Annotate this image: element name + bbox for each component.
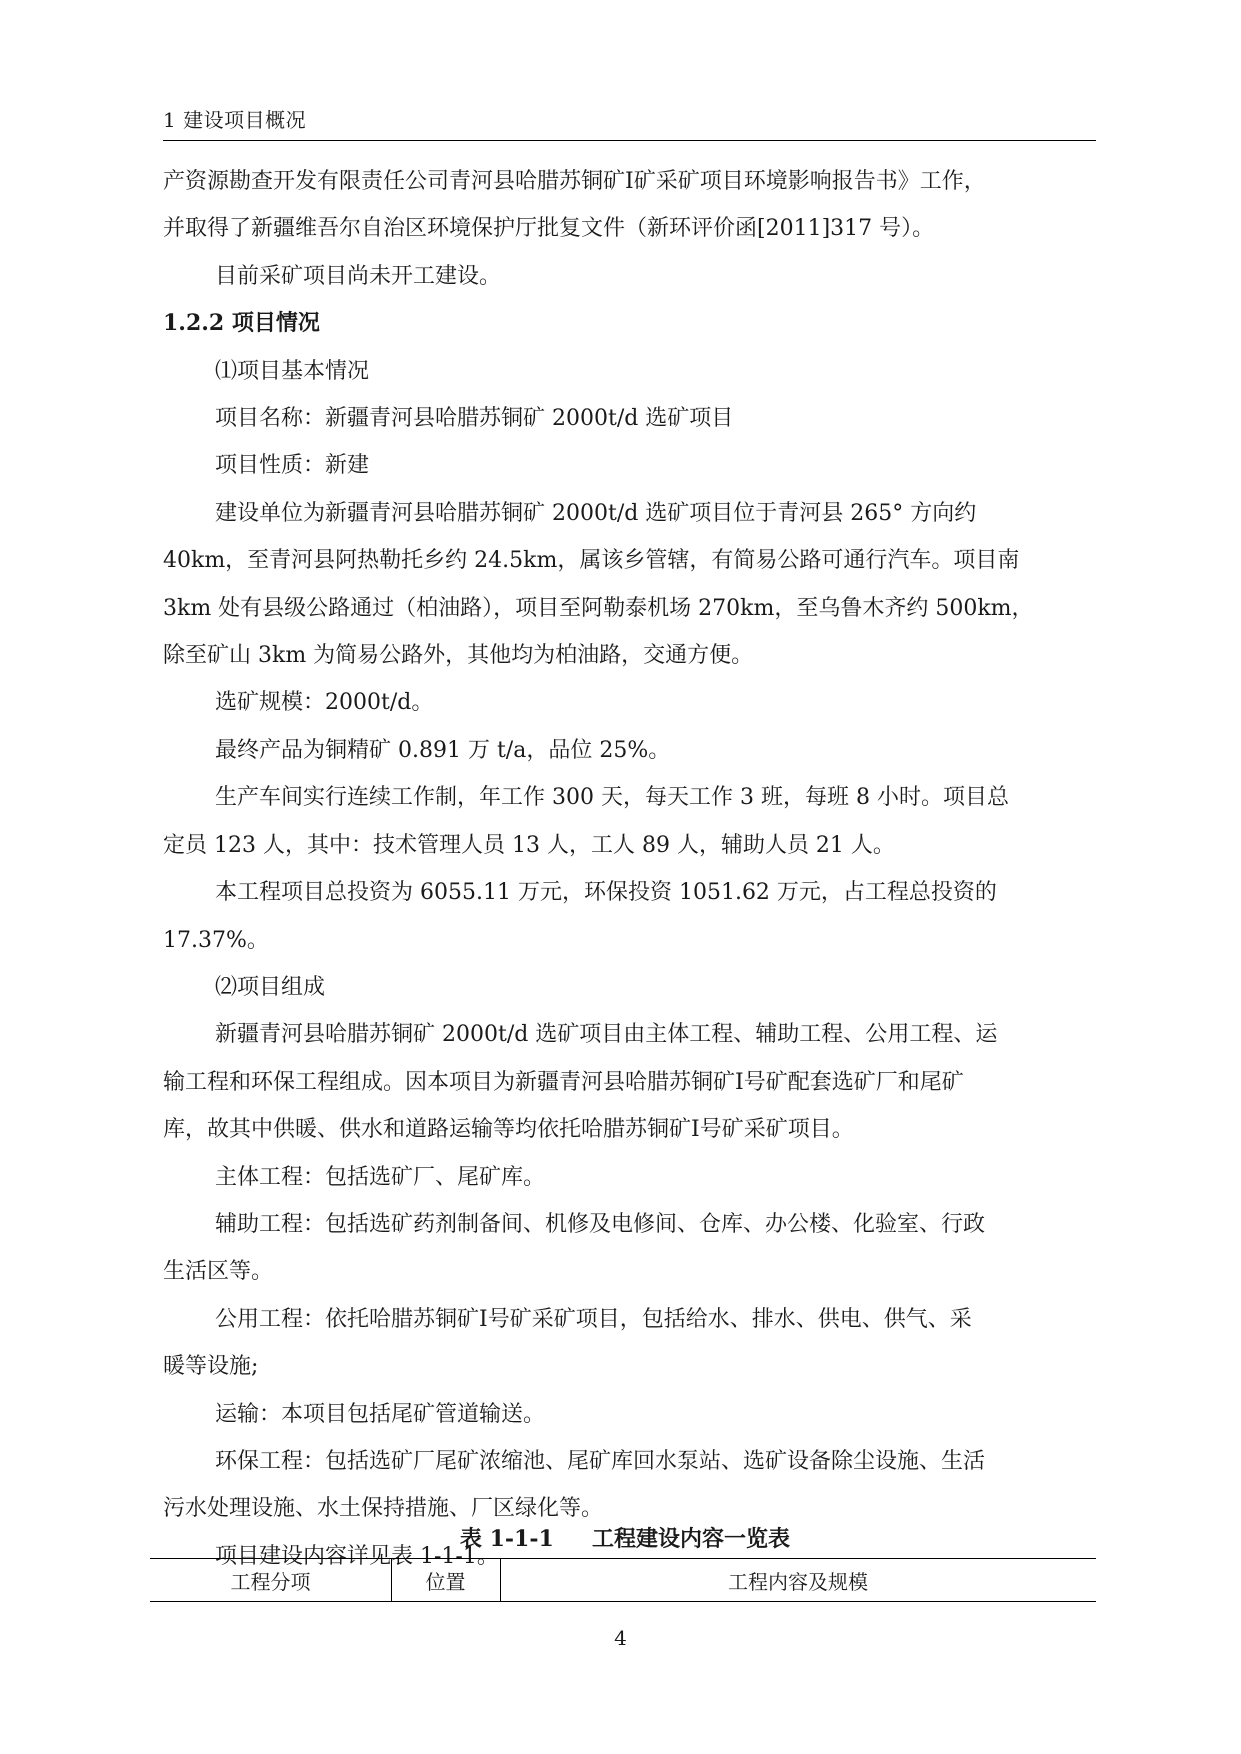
running-header: 1 建设项目概况 <box>163 108 307 132</box>
text-line: 本工程项目总投资为 6055.11 万元，环保投资 1051.62 万元，占工程总投资的 <box>215 880 997 906</box>
text-line: 项目性质：新建 <box>215 453 370 479</box>
text-line: ⑴项目基本情况 <box>215 358 370 384</box>
text-line: ⑵项目组成 <box>215 974 326 1000</box>
text-line: 产资源勘查开发有限责任公司青河县哈腊苏铜矿Ⅰ矿采矿项目环境影响报告书》工作， <box>163 169 986 194</box>
text-line: 污水处理设施、水土保持措施、厂区绿化等。 <box>163 1496 604 1522</box>
table-caption: 表 1-1-1 工程建设内容一览表 <box>459 1526 791 1552</box>
text-line: 3km 处有县级公路通过（柏油路），项目至阿勒泰机场 270km，至乌鲁木齐约 500km， <box>163 595 1034 621</box>
table-header-content: 工程内容及规模 <box>728 1570 868 1594</box>
text-line: 输工程和环保工程组成。因本项目为新疆青河县哈腊苏铜矿Ⅰ号矿配套选矿厂和尾矿 <box>163 1069 964 1095</box>
text-line: 辅助工程：包括选矿药剂制备间、机修及电修间、仓库、办公楼、化验室、行政 <box>215 1211 986 1237</box>
text-line: 40km，至青河县阿热勒托乡约 24.5km，属该乡管辖，有简易公路可通行汽车。项目南 <box>163 548 1020 574</box>
text-line: 生产车间实行连续工作制，年工作 300 天，每天工作 3 班，每班 8 小时。项目总 <box>215 785 1009 811</box>
text-line: 环保工程：包括选矿厂尾矿浓缩池、尾矿库回水泵站、选矿设备除尘设施、生活 <box>215 1448 986 1474</box>
text-line: 公用工程：依托哈腊苏铜矿Ⅰ号矿采矿项目，包括给水、排水、供电、供气、采 <box>215 1306 972 1332</box>
text-line: 运输：本项目包括尾矿管道输送。 <box>215 1401 546 1427</box>
text-line: 项目建设内容详见表 1-1-1。 <box>215 1543 499 1569</box>
text-line: 暖等设施; <box>163 1354 259 1380</box>
section-heading: 1.2.2 项目情况 <box>163 310 320 337</box>
table-header-rule <box>150 1601 1096 1602</box>
text-line: 目前采矿项目尚未开工建设。 <box>215 263 502 289</box>
header-rule <box>163 140 1096 141</box>
text-line: 项目名称：新疆青河县哈腊苏铜矿 2000t/d 选矿项目 <box>215 406 734 432</box>
text-line: 主体工程：包括选矿厂、尾矿库。 <box>215 1164 546 1190</box>
text-line: 定员 123 人，其中：技术管理人员 13 人，工人 89 人，辅助人员 21 人。 <box>163 832 895 858</box>
text-line: 并取得了新疆维吾尔自治区环境保护厅批复文件（新环评价函[2011]317 号）。 <box>163 216 935 242</box>
text-line: 新疆青河县哈腊苏铜矿 2000t/d 选矿项目由主体工程、辅助工程、公用工程、运 <box>215 1022 998 1048</box>
text-line: 最终产品为铜精矿 0.891 万 t/a，品位 25%。 <box>215 737 671 763</box>
body-text <box>163 158 1096 1580</box>
table-top-rule <box>150 1558 1096 1559</box>
table-header-category: 工程分项 <box>230 1570 311 1594</box>
text-line: 生活区等。 <box>163 1259 274 1285</box>
page-number: 4 <box>614 1626 627 1650</box>
text-line: 17.37%。 <box>163 927 269 953</box>
text-line: 库，故其中供暖、供水和道路运输等均依托哈腊苏铜矿Ⅰ号矿采矿项目。 <box>163 1117 854 1143</box>
text-line: 除至矿山 3km 为简易公路外，其他均为柏油路，交通方便。 <box>163 643 754 669</box>
text-line: 建设单位为新疆青河县哈腊苏铜矿 2000t/d 选矿项目位于青河县 265° 方向约 <box>215 500 977 526</box>
table-header-location: 位置 <box>425 1570 466 1594</box>
text-line: 选矿规模：2000t/d。 <box>215 690 434 716</box>
